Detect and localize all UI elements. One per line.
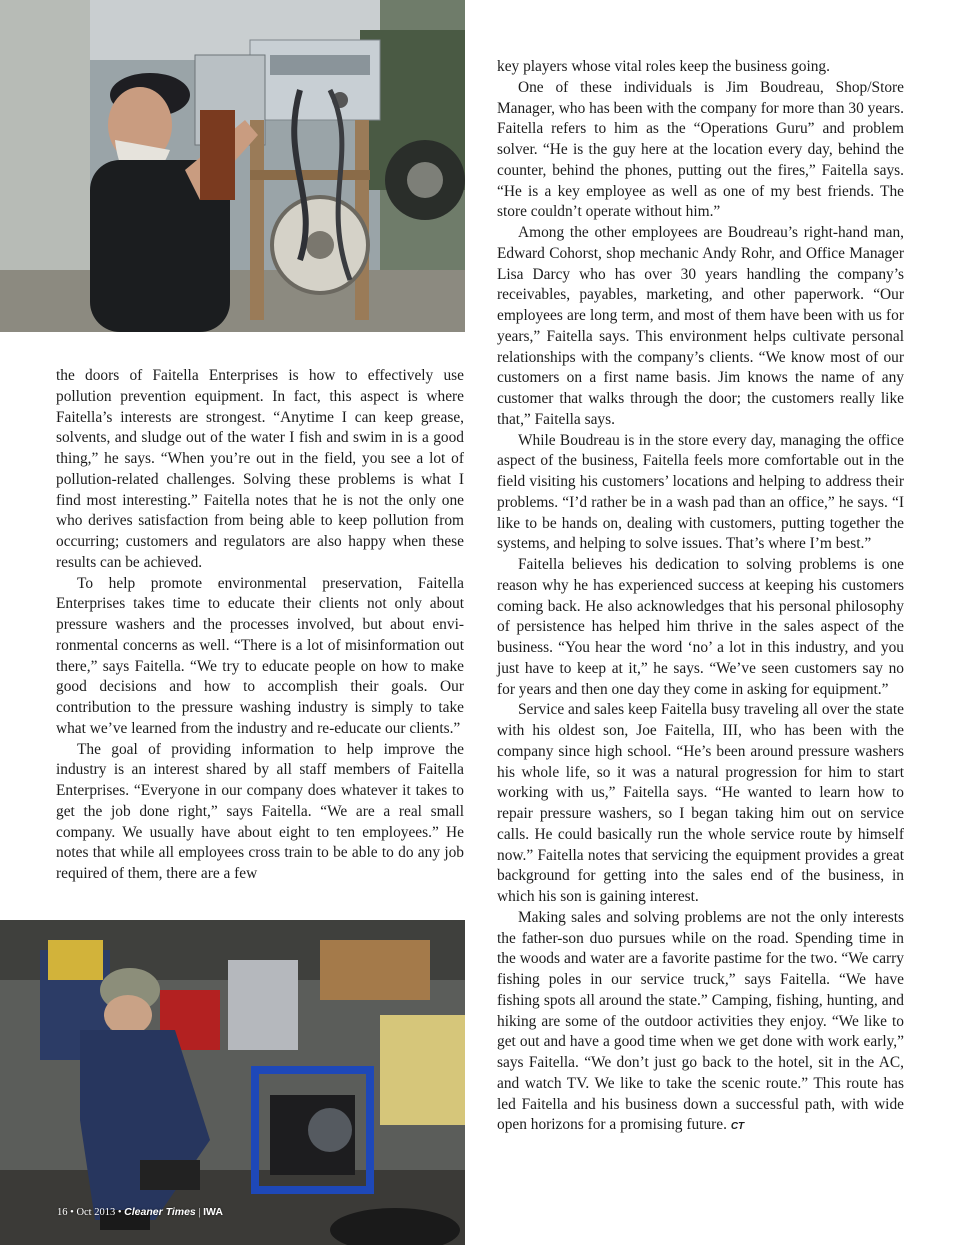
- magazine-name: Cleaner Times: [124, 1206, 196, 1218]
- paragraph-right-3: Among the other employees are Boudreau’s right-hand man, Edward Cohorst, shop mechanic Andy Rohr, and Office Manager Lisa Darcy who has over 30 years handling the company’s receivables, payables, marketing, and other paperwork. “Our employees are long term, and most of them have been with us for years,” Faitella says. This environment helps cultivate personal relationships with the company’s clients. “We know most of our customers on a first name basis. Jim knows the name of any customer that walks through the door; the customers really like that,” Faitella says.: [497, 224, 904, 428]
- folio-separator: |: [198, 1207, 201, 1218]
- paragraph-right-7-text: Making sales and solving problems are not the only interests the father-son duo pursues while on the road. Spending time in the woods and water are a favorite pastime for the two. “We carry fishing poles in our service truck,” says Faitella. “We have fishing spots all around the state.” Camping, fishing, hunting, and hiking are some of the outdoor activities they enjoy. “We like to get out and have a good time when we get done with work early,” says Faitella. “We don’t just go back to the hotel, sit in the AC, and watch TV. We like to take the scenic route.” This route has led Faitella and his business down a successful path, with wide open horizons for a promising future.: [497, 908, 904, 1134]
- issue-date: Oct 2013: [76, 1207, 116, 1218]
- paragraph-left-2: To help promote environmental preservation, Faitella Enterprises takes time to educate their clients not only about pressure washers and the processes involved, but about environmental concerns as well. “There is a lot of misinformation out there,” says Faitella. “We try to educate people on how to make good decisions and how to accomplish their goals. Our contribution to the pressure washing industry is simply to take what we’ve learned from the industry and re-educate our clients.”: [56, 574, 464, 737]
- article-column-right: [497, 57, 904, 1138]
- paragraph-left-1: the doors of Faitella Enterprises is how to effectively use pollution prevention equipment. In fact, this aspect is where Faitella’s interests are strongest. “Anytime I can keep grease, solvents, and sludge out of the water I fish and swim in is a good thing,” he says. “When you’re out in the field, you see a lot of pollution-related challenges. Solving these problems is what I find most interesting.” Faitella notes that he is not the only one who derives satisfaction from being able to keep pollution from occurring; customers and regulators are also happy when these results can be achieved.: [56, 367, 464, 571]
- photo-technician-in-shop: [0, 920, 465, 1245]
- paragraph-left-3: The goal of providing information to help improve the industry is an interest shared by all staff members of Faitella Enterprises. “Everyone in our company does whatever it takes to get the job done right,” says Faitella. “We are a real small company. We usually have about eight to ten employees.” He notes that while all employees cross train to be able to do any job required of them, there are a few: [56, 740, 464, 882]
- paragraph-right-2: One of these individuals is Jim Boudreau, Shop/Store Manager, who has been with the company for more than 30 years. Faitella refers to him as the “Operations Guru” and problem solver. “He is the guy here at the location every day, behind the counter, behind the phones, putting out the fires,” Faitella says. “He is a key employee as well as one of my best friends. The store couldn’t operate without him.”: [497, 78, 904, 221]
- page-folio: [57, 1206, 223, 1218]
- paragraph-right-6: Service and sales keep Faitella busy traveling all over the state with his oldest son, Joe Faitella, III, who has been with the company since high school. “He’s been around pressure washers his whole life, so it was a natural progression for him to start working with us,” Faitella says. “He wanted to learn how to repair pressure washers, so I began taking him out on service calls. He could basically run the whole service route by himself now.” Faitella notes that servicing the equipment provides a great background for getting into the sales end of the business, in which his son is gaining interest.: [497, 701, 904, 905]
- paragraph-right-4: While Boudreau is in the store every day, managing the office aspect of the business, Faitella feels more comfortable out in the field visiting his customers’ locations and helping to address their problems. “I’d rather be in a wash pad than an office,” he says. “I like to be hands on, dealing with customers, putting together the systems, and helping to solve issues. That’s where I’m best.”: [497, 431, 904, 553]
- photo-top-illustration: [0, 0, 465, 332]
- folio-bullet-1: •: [70, 1207, 74, 1218]
- photo-man-at-equipment: [0, 0, 465, 332]
- paragraph-right-1: key players whose vital roles keep the business going.: [497, 58, 830, 75]
- paragraph-right-5: Faitella believes his dedication to solving problems is one reason why he has experienced success at keeping his customers coming back. He also acknowledges that his personal philosophy of persistence has helped him thrive in the sales aspect of the business. “You hear the word ‘no’ a lot in this industry, and you just have to keep at it,” he says. “We’ve seen customers say no for years and then one day they come in asking for equipment.”: [497, 556, 904, 698]
- photo-bottom-illustration: [0, 920, 465, 1245]
- folio-bullet-2: •: [117, 1207, 122, 1218]
- end-of-article-mark: CT: [730, 1121, 745, 1133]
- article-column-left: [56, 366, 464, 885]
- section-label: IWA: [203, 1206, 223, 1218]
- paragraph-right-7: [497, 908, 904, 1138]
- page-number: 16: [57, 1207, 68, 1218]
